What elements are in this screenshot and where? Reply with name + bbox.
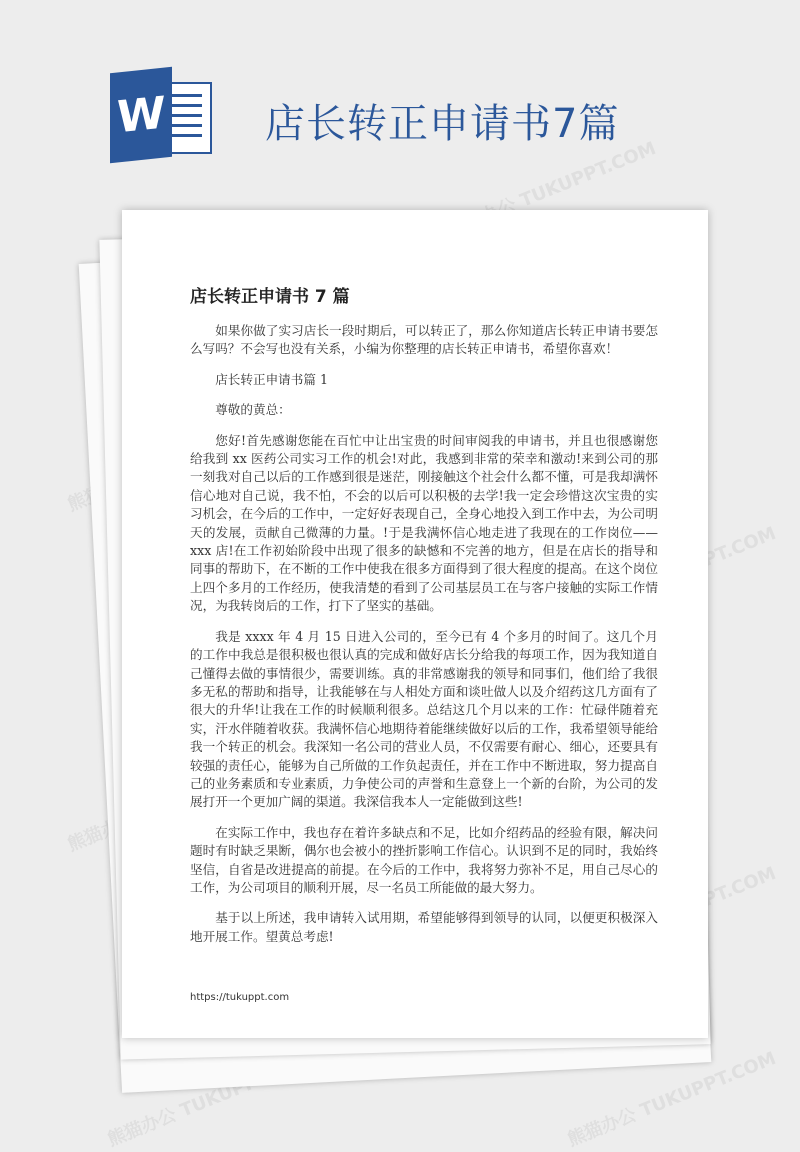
closing-paragraph: 基于以上所述，我申请转入试用期，希望能够得到领导的认同，以便更积极深入地开展工作。望黄总考虑!: [190, 910, 658, 944]
watermark: TUKUPPT.COM: [637, 862, 779, 937]
watermark: 熊猫办公: [64, 809, 140, 856]
intro-paragraph: 如果你做了实习店长一段时期后，可以转正了，那么你知道店长转正申请书要怎么写吗？不会写也没有关系，小编为你整理的店长转正申请书，希望你喜欢！: [190, 323, 658, 357]
watermark: 熊猫办公 TUKUPPT.COM: [104, 1047, 319, 1151]
document-page: [122, 210, 708, 1038]
banner-title: 店长转正申请书7篇: [265, 101, 620, 147]
banner: [0, 0, 800, 200]
section-heading: 店长转正申请书篇 1: [215, 371, 328, 387]
footer-url: https://tukuppt.com: [190, 992, 290, 1003]
body-paragraph: 在实际工作中，我也存在着许多缺点和不足，比如介绍药品的经验有限，解决问题时有时缺乏果断，偶尔也会被小的挫折影响工作信心。认识到不足的同时，我始终坚信，自省是改进提高的前提。在今后的工作中，我将努力弥补不足，用自己尽心的工作，为公司项目的顺利开展，尽一名员工所能做的最大努力。: [190, 824, 658, 895]
watermark: TUKUPPT.COM: [637, 522, 779, 597]
watermark: 熊猫办公 TUKUPPT.COM: [564, 1047, 779, 1151]
watermark: 熊猫办公 TUKUPPT.COM: [444, 137, 659, 241]
word-document-icon: W: [110, 70, 210, 160]
body-paragraph: 您好!首先感谢您能在百忙中让出宝贵的时间审阅我的申请书，并且也很感谢您给我到 xx 医药公司实习工作的机会!对此，我感到非常的荣幸和激动!来到公司的那一刻我对自己以后的工作感到很是迷茫，刚接触这个社会什么都不懂，可是我却满怀信心地对自己说，我不怕，不会的以后可以积极的去学!我一定会珍惜这次宝贵的实习机会，在今后的工作中，一定好好表现自己，全身心地投入到工作中去，为公司明天的发展，贡献自己微薄的力量。!于是我满怀信心地走进了我现在的工作岗位——xxx 店!在工作初始阶段中出现了很多的缺憾和不完善的地方，但是在店长的指导和同事的帮助下，在不断的工作中使我在很多方面得到了很大程度的提高。在这个岗位上四个多月的工作经历，使我清楚的看到了公司基层员工在与客户接触的实际工作情况，为我转岗后的工作，打下了坚实的基础。: [190, 432, 658, 614]
document-title: 店长转正申请书 7 篇: [190, 287, 350, 307]
body-paragraph: 我是 xxxx 年 4 月 15 日进入公司的，至今已有 4 个多月的时间了。这几个月的工作中我总是很积极也很认真的完成和做好店长分给我的每项工作，因为我知道自己懂得去做的事情很少，需要训练。真的非常感谢我的领导和同事们，他们给了我很多无私的帮助和指导，让我能够在与人相处方面和谈吐做人以及介绍药这几方面有了很大的升华!让我在工作的时候顺利很多。总结这几个月以来的工作：忙碌伴随着充实，汗水伴随着收获。我满怀信心地期待着能继续做好以后的工作，我希望领导能给我一个转正的机会。我深知一名公司的营业人员，不仅需要有耐心、细心，还要具有较强的责任心，能够为自己所做的工作负起责任，并在工作中不断进取，努力提高自己的业务素质和专业素质，力争使公司的声誉和生意登上一个新的台阶，为公司的发展打开一个更加广阔的渠道。我深信我本人一定能做到这些!: [190, 628, 658, 810]
document-body: [190, 322, 658, 958]
salutation: 尊敬的黄总：: [215, 402, 291, 418]
